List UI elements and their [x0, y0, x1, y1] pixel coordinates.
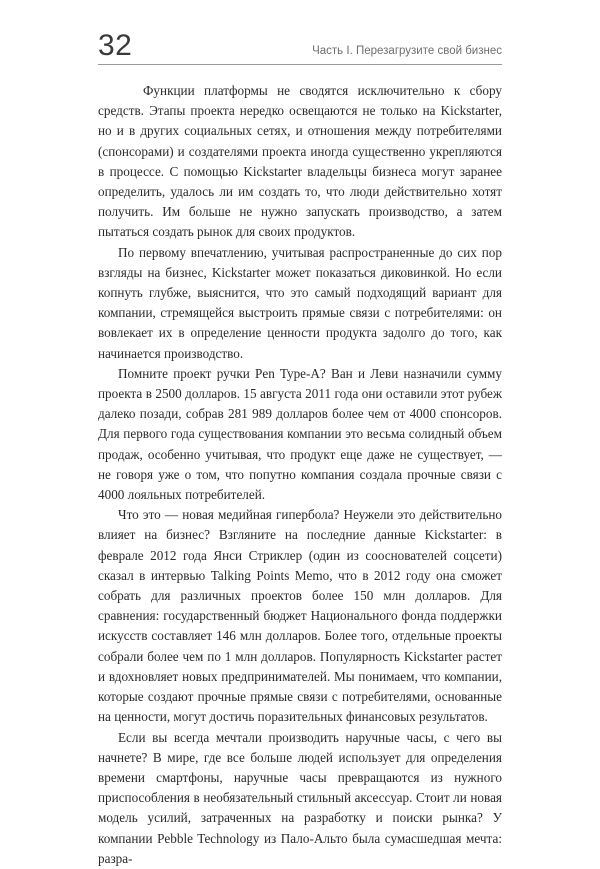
body-text [98, 81, 502, 869]
paragraph: Помните проект ручки Pen Type-A? Ван и Леви назначили сумму проекта в 2500 долларов. 15 августа 2011 года они оставили этот рубеж далеко позади, собрав 281 989 долларов более чем от 4000 спонсоров. Для первого года существования компании это весьма солидный объем продаж, особенно учитывая, что продукт еще даже не существует, — не говоря уже о том, что попутно компания создала прочные связи с 4000 лояльных потребителей. [98, 365, 502, 503]
paragraph: По первому впечатлению, учитывая распространенные до сих пор взгляды на бизнес, Kickstarter может показаться диковинкой. Но если копнуть глубже, выяснится, что это самый подходящий вариант для компании, стремящейся выстроить прямые связи с потребителями: он вовлекает их в определение ценности продукта задолго до того, как начинается производство. [98, 244, 502, 361]
running-header-title: Часть I. Перезагрузите свой бизнес [312, 45, 502, 57]
header-rule [98, 64, 502, 65]
paragraph: Если вы всегда мечтали производить наручные часы, с чего вы начнете? В мире, где все больше людей использует для определения времени смартфоны, наручные часы превращаются из нужного приспособления в необязательный стильный аксессуар. Стоит ли новая модель усилий, затраченных на разработку и поиски рынка? У компании Pebble Technology из Пало-Альто была сумасшедшая мечта: разра- [98, 729, 502, 866]
paragraph: Что это — новая медийная гипербола? Неужели это действительно влияет на бизнес? Взгляните на последние данные Kickstarter: в феврале 2012 года Янси Стриклер (один из сооснователей соцсети) сказал в интервью Talking Points Memo, что в 2012 году она сможет собрать для различных проектов более 150 млн долларов. Для сравнения: государственный бюджет Национального фонда поддержки искусств составляет 146 млн долларов. Более того, отдельные проекты собрали более чем по 1 млн долларов. Популярность Kickstarter растет и вдохновляет новых предпринимателей. Мы понимаем, что компании, которые создают прочные прямые связи с потребителями, основанные на ценности, могут достичь поразительных финансовых результатов. [98, 507, 502, 725]
paragraph: Функции платформы не сводятся исключительно к сбору средств. Этапы проекта нередко освещаются не только на Kickstarter, но и в других социальных сетях, и отношения между потребителями (спонсорами) и создателями проекта иногда существенно укрепляются в процессе. С помощью Kickstarter владельцы бизнеса могут заранее определить, удалось ли им создать то, что люди действительно хотят получить. Им больше не нужно запускать производство, а затем пытаться создать рынок для своих продуктов. [98, 83, 502, 240]
page-number: 32 [98, 29, 133, 62]
